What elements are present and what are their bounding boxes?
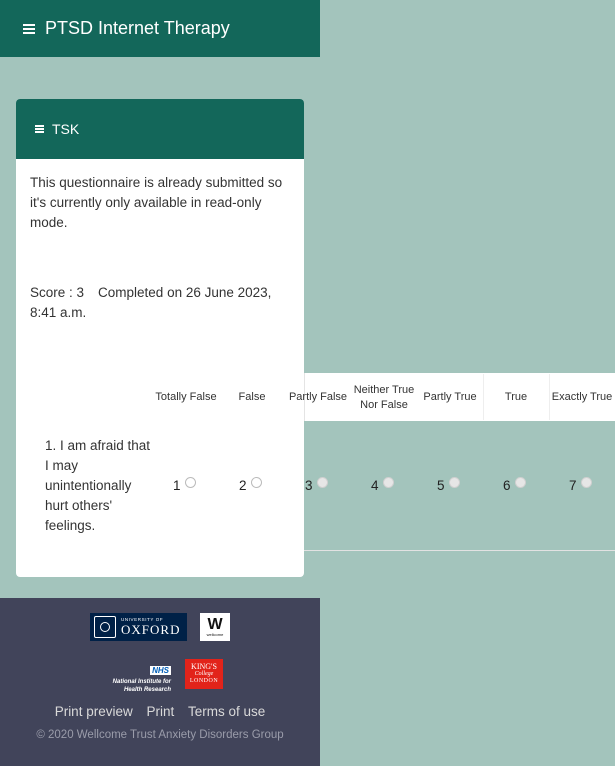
oxford-crest-icon [94, 616, 116, 638]
print-link[interactable]: Print [146, 704, 175, 719]
option-6[interactable] [503, 476, 526, 494]
nihr-logo[interactable]: NHS National Institute for Health Research [112, 666, 171, 693]
column-header-exactly-true: Exactly True [551, 391, 613, 404]
score-line [30, 283, 292, 323]
menu-icon[interactable] [23, 22, 35, 36]
option-1[interactable] [173, 476, 196, 494]
column-header-neither: Neither True Nor False [353, 383, 415, 411]
radio-5[interactable] [449, 477, 460, 488]
radio-4[interactable] [383, 477, 394, 488]
completed-date: Completed on 26 June 2023, 8:41 a.m. [30, 285, 272, 320]
option-5[interactable] [437, 476, 460, 494]
column-header-true: True [504, 391, 528, 404]
table-row-divider [304, 550, 615, 551]
footer [0, 598, 320, 766]
radio-7[interactable] [581, 477, 592, 488]
app-header [0, 0, 320, 57]
radio-6[interactable] [515, 477, 526, 488]
copyright: © 2020 Wellcome Trust Anxiety Disorders Group [36, 729, 284, 741]
option-label: 6 [503, 477, 511, 493]
option-2[interactable] [239, 476, 262, 494]
option-label: 7 [569, 477, 577, 493]
footer-links [0, 704, 320, 719]
question-text: 1. I am afraid that I may unintentionally hurt others' feelings. [45, 438, 151, 533]
option-label: 3 [305, 477, 313, 493]
wellcome-logo[interactable]: W wellcome [200, 613, 230, 641]
radio-1[interactable] [185, 477, 196, 488]
radio-3[interactable] [317, 477, 328, 488]
column-header-partly-false: Partly False [288, 391, 348, 404]
option-4[interactable] [371, 476, 394, 494]
option-label: 1 [173, 477, 181, 493]
option-3[interactable] [305, 476, 328, 494]
option-label: 4 [371, 477, 379, 493]
app-title[interactable]: PTSD Internet Therapy [45, 18, 230, 38]
terms-of-use-link[interactable]: Terms of use [188, 704, 266, 719]
column-header-false: False [238, 391, 266, 404]
score-value: Score : 3 [30, 285, 85, 300]
column-header-totally-false: Totally False [155, 391, 217, 404]
list-icon [35, 124, 44, 135]
column-header-partly-true: Partly True [423, 391, 477, 404]
read-only-notice: This questionnaire is already submitted so it's currently only available in read-only mode. [30, 175, 283, 230]
card-header [16, 99, 304, 159]
option-label: 5 [437, 477, 445, 493]
radio-2[interactable] [251, 477, 262, 488]
print-preview-link[interactable]: Print preview [54, 704, 133, 719]
card-title: TSK [52, 121, 80, 137]
kings-college-logo[interactable]: KING'S College LONDON [185, 659, 223, 689]
option-7[interactable] [569, 476, 592, 494]
oxford-logo[interactable]: UNIVERSITY OF OXFORD [90, 613, 187, 641]
option-label: 2 [239, 477, 247, 493]
